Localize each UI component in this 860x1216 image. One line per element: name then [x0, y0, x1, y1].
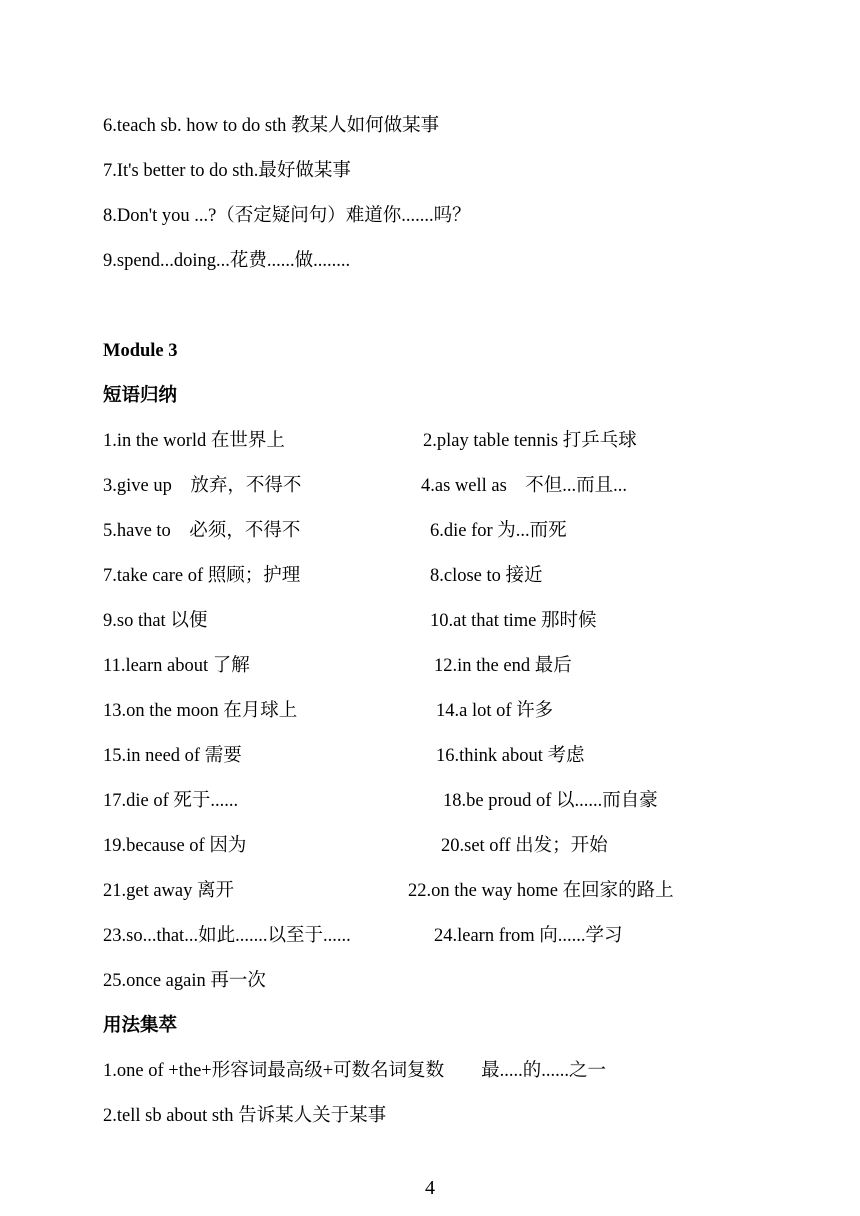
usage-item-2: 2.tell sb about sth 告诉某人关于某事 [103, 1106, 387, 1126]
usage-line-9: 9.spend...doing...花费......做........ [103, 251, 351, 271]
phrase-left: 25.once again 再一次 [103, 971, 266, 991]
phrase-right: 12.in the end 最后 [434, 656, 572, 676]
phrase-right: 22.on the way home 在回家的路上 [408, 881, 674, 901]
phrase-right: 2.play table tennis 打乒乓球 [423, 431, 637, 451]
usage-heading: 用法集萃 [103, 1016, 178, 1036]
phrase-left: 13.on the moon 在月球上 [103, 701, 298, 721]
module-title: Module 3 [103, 341, 178, 361]
phrase-right: 24.learn from 向......学习 [434, 926, 623, 946]
phrase-left: 15.in need of 需要 [103, 746, 242, 766]
phrase-right: 8.close to 接近 [430, 566, 543, 586]
phrase-left: 11.learn about 了解 [103, 656, 250, 676]
phrase-right: 10.at that time 那时候 [430, 611, 597, 631]
phrase-left: 19.because of 因为 [103, 836, 247, 856]
phrase-left: 21.get away 离开 [103, 881, 235, 901]
phrase-right: 18.be proud of 以......而自豪 [443, 791, 658, 811]
phrase-right: 16.think about 考虑 [436, 746, 585, 766]
phrase-right: 6.die for 为...而死 [430, 521, 567, 541]
phrase-left: 9.so that 以便 [103, 611, 208, 631]
usage-item-1: 1.one of +the+形容词最高级+可数名词复数 最.....的......之一 [103, 1061, 607, 1081]
usage-line-7: 7.It's better to do sth.最好做某事 [103, 161, 351, 181]
phrase-right: 4.as well as 不但...而且... [421, 476, 628, 496]
phrase-left: 17.die of 死于...... [103, 791, 239, 811]
phrase-right: 14.a lot of 许多 [436, 701, 554, 721]
phrase-left: 23.so...that...如此.......以至于...... [103, 926, 351, 946]
phrase-left: 1.in the world 在世界上 [103, 431, 285, 451]
page-number: 4 [425, 1177, 435, 1199]
phrase-right: 20.set off 出发；开始 [441, 836, 608, 856]
phrase-left: 5.have to 必须，不得不 [103, 521, 301, 541]
phrase-left: 3.give up 放弃，不得不 [103, 476, 302, 496]
usage-line-6: 6.teach sb. how to do sth 教某人如何做某事 [103, 116, 440, 136]
phrase-left: 7.take care of 照顾；护理 [103, 566, 301, 586]
usage-line-8: 8.Don't you ...?（否定疑问句）难道你.......吗？ [103, 206, 471, 226]
phrases-heading: 短语归纳 [103, 386, 178, 406]
